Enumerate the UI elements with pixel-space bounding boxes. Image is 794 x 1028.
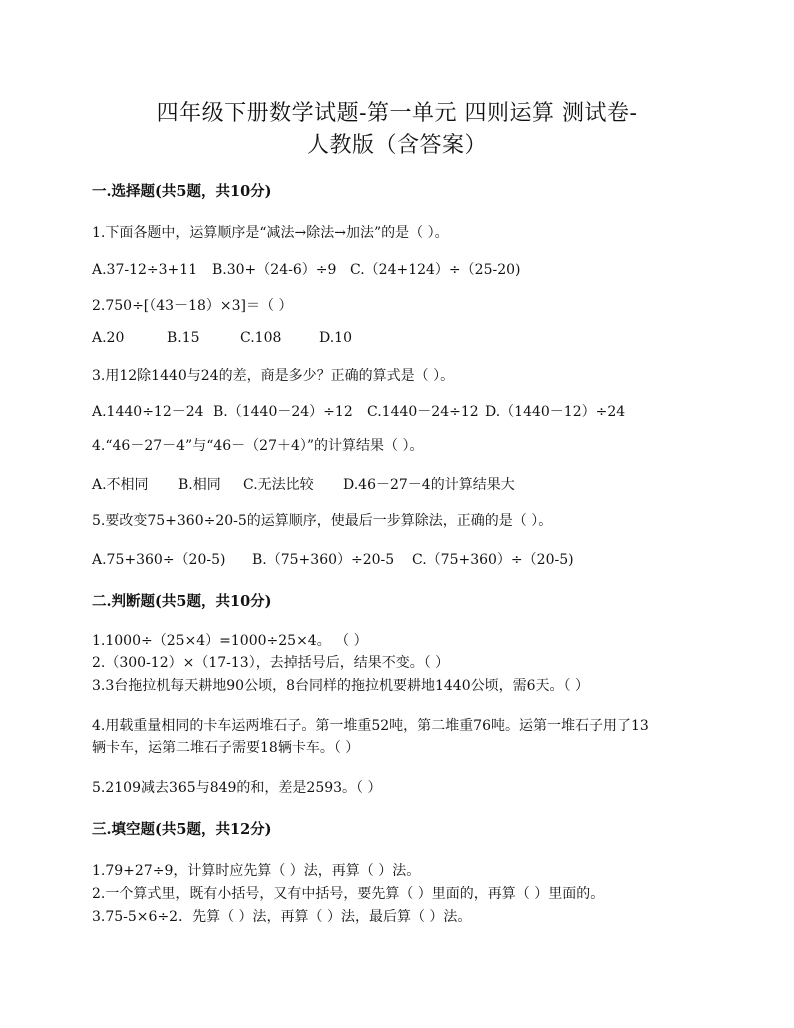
option: D.10 [319,330,352,346]
question-text: 5.要改变75+360÷20-5的运算顺序，使最后一步算除法，正确的是（ ）。 [92,513,553,529]
option: B.30+（24-6）÷9 [212,262,337,278]
fill-line: 1.79+27÷9，计算时应先算（ ）法，再算（ ）法。 [92,863,421,879]
question-text: 1.下面各题中，运算顺序是“减法→除法→加法”的是（ ）。 [92,225,449,241]
option: A.20 [92,330,125,346]
option-row [92,330,352,346]
section-heading-choice: 一.选择题(共5题，共10分) [92,183,272,200]
option: B.（75+360）÷20-5 [252,552,395,568]
option: C.108 [240,330,282,346]
fill-line: 2.一个算式里，既有小括号，又有中括号，要先算（ ）里面的，再算（ ）里面的。 [92,886,605,902]
option: A.1440÷12－24 [92,404,204,420]
question-text: 3.用12除1440与24的差，商是多少？正确的算式是（ ）。 [92,368,455,384]
option: B.15 [167,330,200,346]
question-text: 4.“46－27－4”与“46－（27＋4）”的计算结果（ ）。 [92,438,424,454]
option: C.（75+360）÷（20-5) [412,552,574,568]
option: C.无法比较 [243,477,314,493]
statement-line: 1.1000÷（25×4）=1000÷25×4。 （ ） [92,633,368,649]
question-text: 2.750÷[（43－18）×3]＝（ ） [92,298,293,314]
option-row [92,474,515,494]
statement-line: 3.3台拖拉机每天耕地90公顷，8台同样的拖拉机要耕地1440公顷，需6天。（ ） [92,678,589,694]
option: B.（1440－24）÷12 [213,404,353,420]
statement-line: 2.（300-12）×（17-13），去掉括号后，结果不变。（ ） [92,655,450,671]
option: A.不相同 [92,477,149,493]
statement-line: 5.2109减去365与849的和，差是2593。（ ） [92,780,382,796]
option: A.75+360÷（20-5) [92,552,226,568]
page-title-line2: 人教版（含答案） [306,133,487,158]
option: C.（24+124）÷（25-20) [350,262,521,278]
section-heading-fill-blank: 三.填空题(共5题，共12分) [92,821,272,838]
option: D.（1440－12）÷24 [485,404,626,420]
statement-line: 辆卡车，运第二堆石子需要18辆卡车。（ ） [92,740,360,756]
section-heading-judgement: 二.判断题(共5题，共10分) [92,593,272,610]
fill-line: 3.75-5×6÷2．先算（ ）法，再算（ ）法，最后算（ ）法。 [92,909,472,925]
option: A.37-12÷3+11 [92,262,198,278]
option: D.46－27－4的计算结果大 [343,477,515,493]
statement-line: 4.用载重量相同的卡车运两堆石子。第一堆重52吨，第二堆重76吨。运第一堆石子用了13 [92,718,649,734]
option-row [92,259,520,279]
page-title-line1: 四年级下册数学试题-第一单元 四则运算 测试卷- [156,101,638,126]
option-row [92,401,625,421]
option-row [92,549,574,569]
option: B.相同 [178,477,221,493]
option: C.1440－24÷12 [367,404,479,420]
